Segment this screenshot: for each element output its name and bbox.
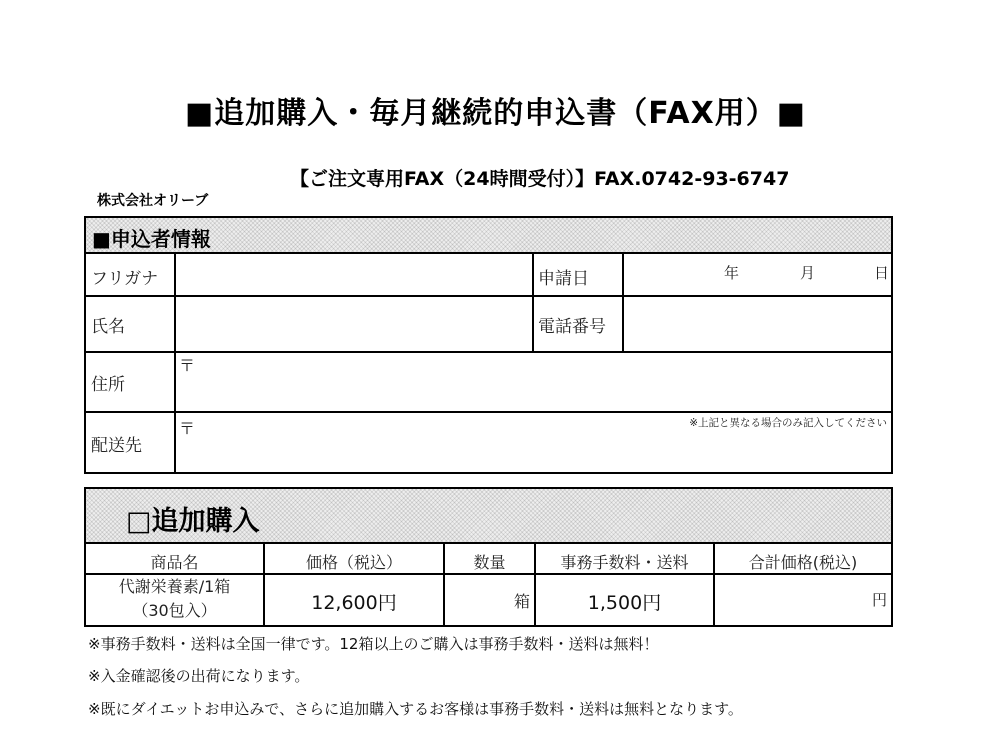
postal-mark: 〒 (179, 356, 196, 375)
column-header: 商品名 (150, 553, 199, 572)
applicant-info-title: ■申込者情報 (92, 227, 211, 251)
fee-cell: 1,500円 (587, 592, 662, 614)
phone-label: 電話番号 (538, 317, 606, 337)
quantity-unit: 箱 (513, 592, 530, 611)
note: ※既にダイエットお申込みで、さらに追加購入するお客様は事務手数料・送料は無料となります。 (88, 700, 743, 718)
page-title: ■追加購入・毎月継続的申込書（FAX用）■ (184, 96, 807, 131)
column-header: 価格（税込） (305, 553, 402, 572)
column-header: 数量 (473, 553, 506, 572)
product-name: 代謝栄養素/1箱 (118, 577, 231, 596)
furigana-field[interactable] (176, 254, 532, 295)
postal-mark: 〒 (179, 419, 196, 438)
date-year-label: 年 (724, 264, 740, 282)
applicant-info-header (86, 218, 891, 254)
col-divider (532, 254, 534, 351)
fax-number: 【ご注文専用FAX（24時間受付）】FAX.0742-93-6747 (290, 168, 790, 190)
date-day-label: 日 (874, 264, 890, 282)
date-label: 申請日 (538, 269, 589, 289)
price-cell: 12,600円 (311, 592, 397, 614)
shipping-label: 配送先 (91, 436, 142, 456)
total-field[interactable] (715, 575, 891, 625)
shipping-address-field[interactable] (176, 413, 891, 472)
date-field[interactable] (624, 254, 891, 295)
purchase-header (86, 489, 891, 544)
name-field[interactable] (176, 297, 532, 351)
shipping-note: ※上記と異なる場合のみ記入してください (689, 417, 887, 429)
phone-field[interactable] (624, 297, 891, 351)
address-label: 住所 (91, 375, 125, 395)
company-name: 株式会社オリーブ (97, 193, 209, 209)
applicant-info-table (84, 216, 893, 474)
product-name-cell (86, 575, 263, 623)
note: ※入金確認後の出荷になります。 (88, 667, 310, 685)
address-field[interactable] (176, 353, 891, 411)
total-unit: 円 (871, 591, 887, 609)
furigana-label: フリガナ (91, 269, 159, 289)
product-pack: （30包入） (132, 601, 217, 620)
purchase-table (84, 487, 893, 627)
quantity-field[interactable] (445, 575, 534, 625)
date-month-label: 月 (800, 264, 816, 282)
column-header: 合計価格(税込) (748, 553, 858, 572)
column-header: 事務手数料・送料 (560, 553, 689, 572)
note: ※事務手数料・送料は全国一律です。12箱以上のご購入は事務手数料・送料は無料！ (88, 635, 659, 653)
purchase-title[interactable]: □追加購入 (126, 506, 260, 537)
name-label: 氏名 (91, 317, 125, 337)
